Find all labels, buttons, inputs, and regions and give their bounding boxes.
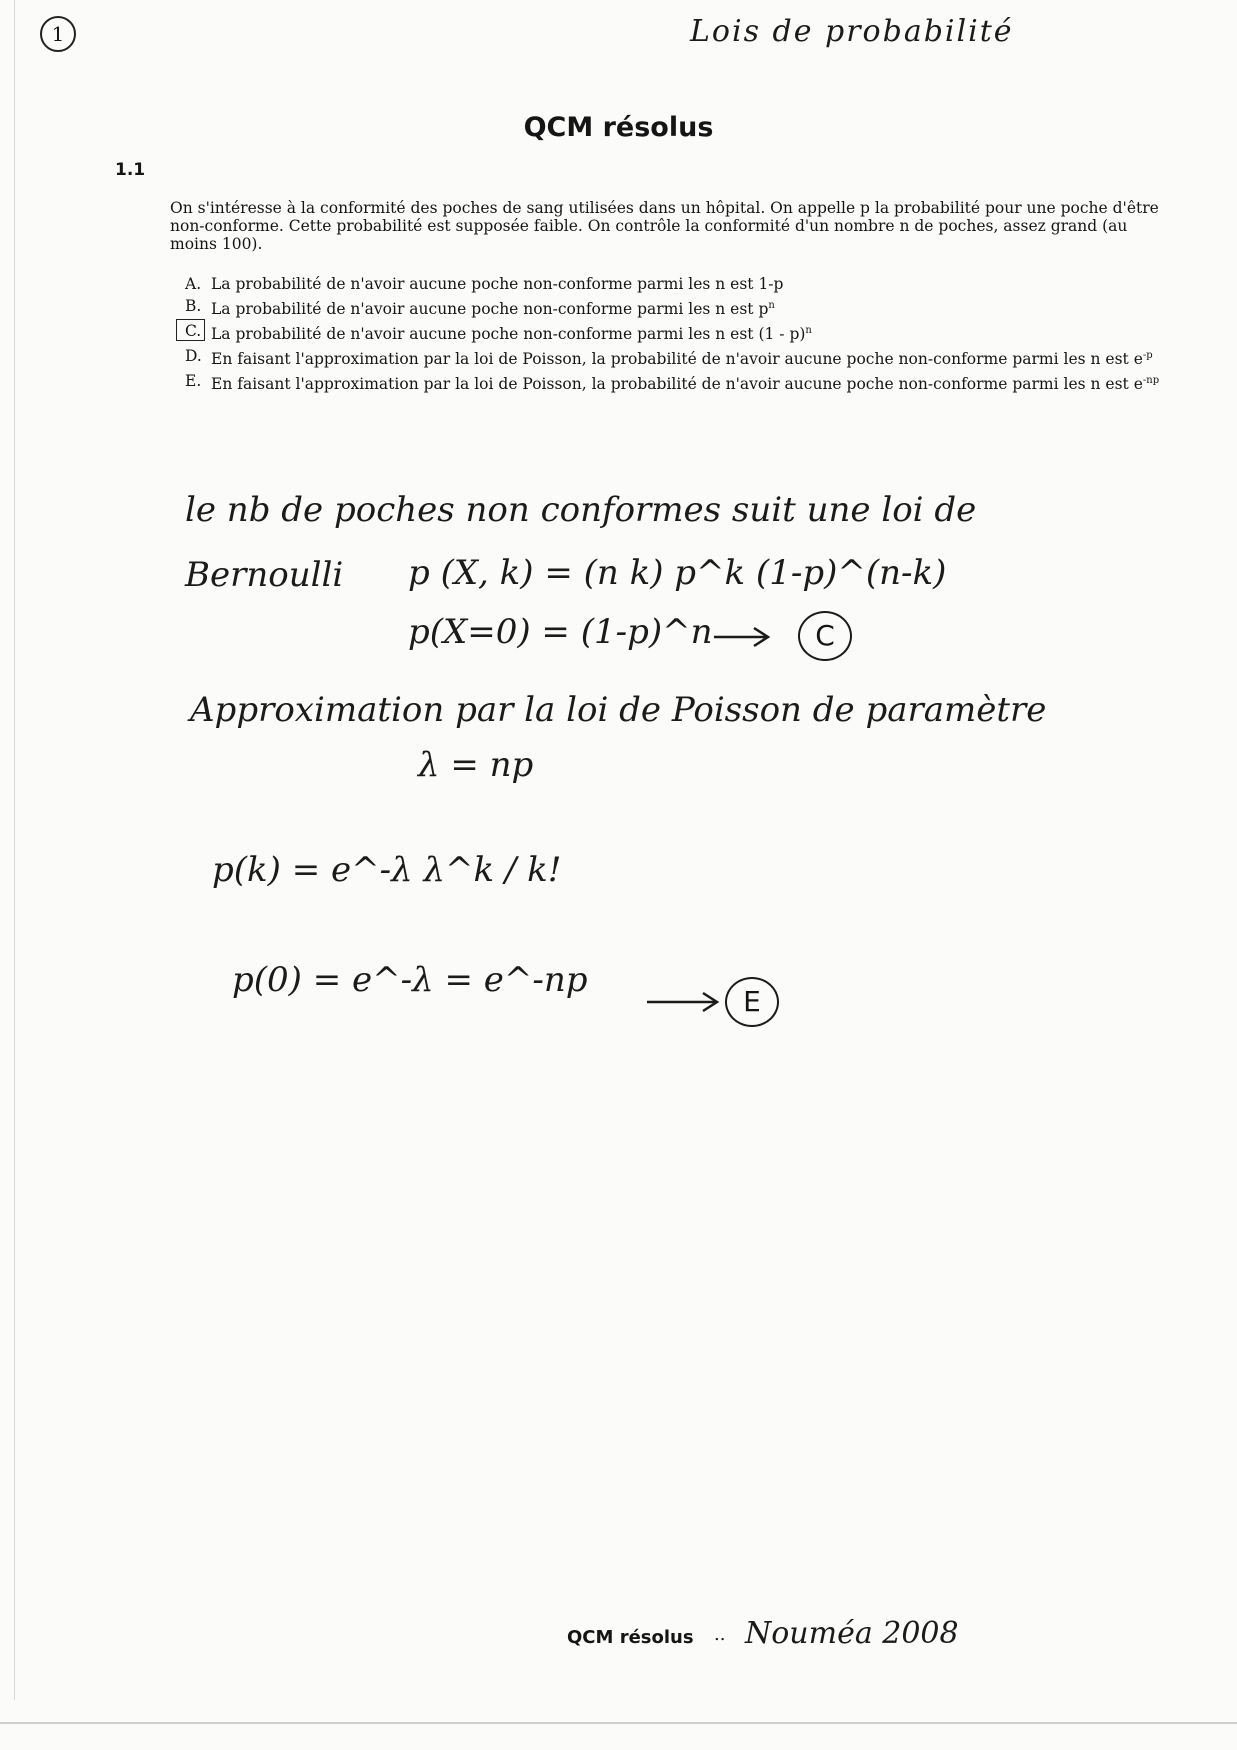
option-letter: B. bbox=[185, 297, 202, 315]
solution-poisson-formula: p(k) = e^-λ λ^k / k! bbox=[212, 850, 562, 890]
option-text: En faisant l'approximation par la loi de Poisson, la probabilité de n'avoir aucune poche non-conforme parmi les n est e bbox=[211, 375, 1143, 394]
option-e bbox=[185, 372, 1160, 393]
answer-circle-e: E bbox=[725, 977, 779, 1027]
solution-line-2: Bernoulli bbox=[185, 555, 344, 595]
arrow-icon bbox=[645, 990, 721, 1014]
scan-page-edge bbox=[14, 0, 15, 1700]
option-text: La probabilité de n'avoir aucune poche non-conforme parmi les n est p bbox=[211, 300, 769, 319]
option-exponent: n bbox=[805, 325, 812, 337]
page-number: 1 bbox=[51, 22, 65, 46]
topic-handwritten: Lois de probabilité bbox=[690, 14, 1014, 49]
answer-options bbox=[185, 275, 1160, 398]
option-text: La probabilité de n'avoir aucune poche non-conforme parmi les n est 1-p bbox=[211, 275, 784, 293]
option-exponent: n bbox=[768, 300, 775, 311]
arrow-icon bbox=[712, 625, 772, 649]
solution-line-1: le nb de poches non conformes suit une loi de bbox=[185, 490, 977, 530]
footer-handwritten: Nouméa 2008 bbox=[745, 1616, 959, 1651]
question-number: 1.1 bbox=[115, 160, 146, 180]
option-exponent: -p bbox=[1142, 350, 1153, 362]
solution-formula-p0: p(X=0) = (1-p)^n bbox=[408, 612, 713, 652]
scan-bottom-edge bbox=[0, 1722, 1237, 1724]
option-b bbox=[185, 297, 1160, 318]
solution-poisson-p0: p(0) = e^-λ = e^-np bbox=[232, 960, 588, 1000]
solution-line-3: Approximation par la loi de Poisson de paramètre bbox=[190, 690, 1047, 730]
option-d bbox=[185, 347, 1160, 368]
option-letter: D. bbox=[185, 347, 202, 366]
option-text: En faisant l'approximation par la loi de Poisson, la probabilité de n'avoir aucune poche non-conforme parmi les n est e bbox=[211, 350, 1143, 369]
option-letter: A. bbox=[185, 275, 202, 293]
footer-title: QCM résolus bbox=[567, 1627, 694, 1648]
option-letter: C. bbox=[185, 322, 202, 341]
solution-formula-binomial: p (X, k) = (n k) p^k (1-p)^(n-k) bbox=[408, 553, 947, 593]
option-a bbox=[185, 275, 1160, 293]
option-letter: E. bbox=[185, 372, 202, 391]
option-exponent: -np bbox=[1142, 375, 1160, 387]
question-text: On s'intéresse à la conformité des poches de sang utilisées dans un hôpital. On appelle p la probabilité pour une poche d'être non-conforme. Cette probabilité est supposée faible. On contrôle la conformité d'un nombre n de poches, assez grand (au moins 100). bbox=[170, 199, 1159, 253]
solution-lambda: λ = np bbox=[418, 745, 534, 785]
option-text: La probabilité de n'avoir aucune poche non-conforme parmi les n est (1 - p) bbox=[211, 325, 806, 344]
page-title: QCM résolus bbox=[523, 112, 714, 143]
option-c bbox=[185, 322, 1160, 343]
answer-circle-c: C bbox=[798, 611, 852, 661]
footer-separator: .. bbox=[714, 1624, 726, 1645]
page-number-circle bbox=[40, 16, 76, 52]
